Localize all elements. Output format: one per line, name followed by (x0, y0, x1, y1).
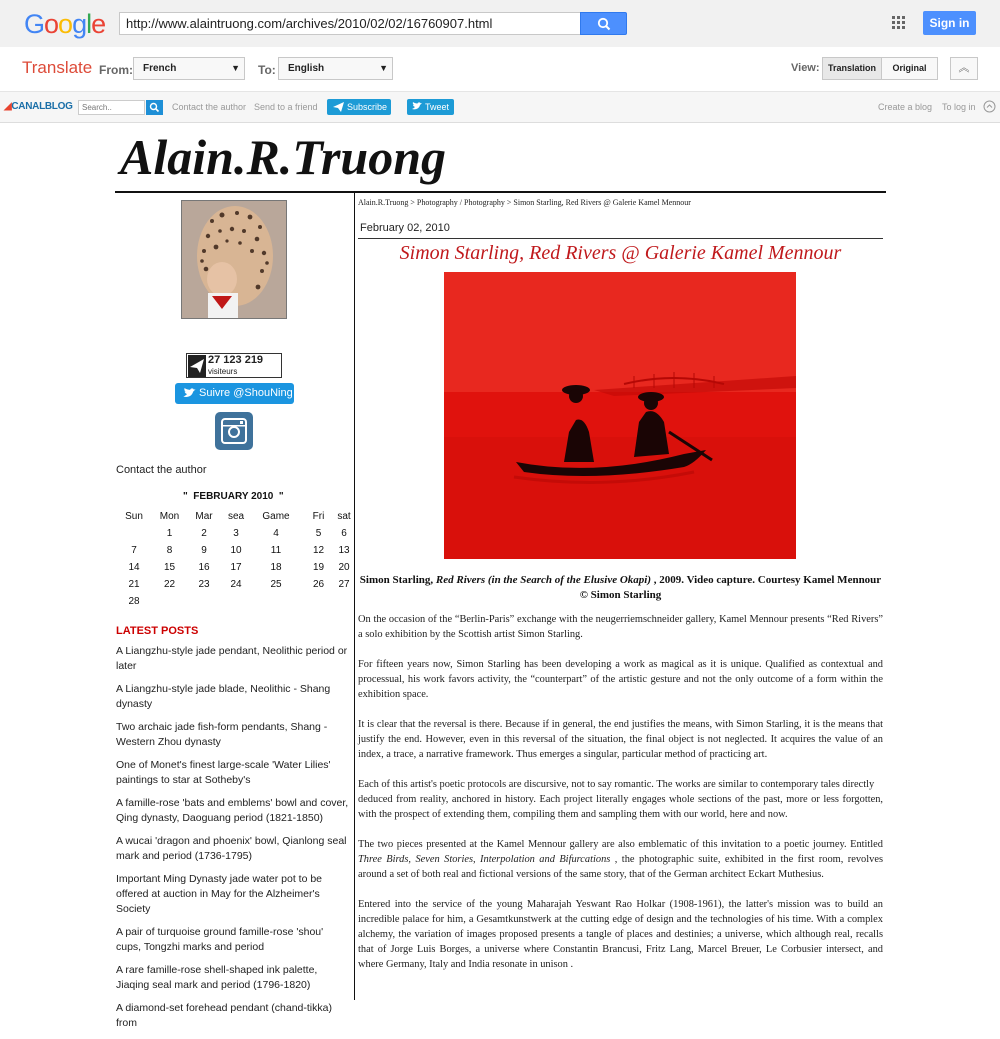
calendar-day[interactable]: 21 (128, 579, 140, 590)
paragraph (358, 837, 883, 882)
latest-post-link[interactable]: Two archaic jade fish-form pendants, Shang - Western Zhou dynasty (116, 721, 328, 748)
twitter-bird-icon (412, 102, 422, 111)
calendar-day[interactable]: 28 (128, 596, 140, 607)
paragraph: Entered into the service of the young Maharajah Yeswant Rao Holkar (1908-1961), the latter's mission was to build an incredible palace for him, a Gesamtkunstwerk at the cutting edge of design and the technologies of his time. With a complex alchemy, the variation of images proposed presents a tangle of places and destinies; a universe, which although real, recalls that of Jorge Luis Borges, a universe where Constantin Brancusi, Fritz Lang, Marcel Breuer, Le Corbusier intersect, and where Germany, Italy and India resonate in unison . (358, 899, 883, 970)
calendar-day[interactable]: 24 (230, 579, 242, 590)
instagram-icon[interactable] (215, 412, 253, 450)
to-language-select[interactable] (278, 57, 393, 80)
post-body (358, 612, 883, 987)
subscribe-button[interactable] (327, 99, 391, 115)
calendar-day[interactable]: 20 (338, 562, 350, 573)
from-language-select[interactable] (133, 57, 245, 80)
from-label: From: (99, 63, 133, 77)
latest-post-link[interactable]: A famille-rose 'bats and emblems' bowl and cover, Qing dynasty, Daoguang period (1821-1850) (116, 797, 349, 824)
visitor-label: visiteurs (208, 367, 238, 376)
caption-artist: Simon Starling, (359, 574, 436, 586)
paragraph-text: , the photographic suite, exhibited in the first room, revolves around a set of both real and fictional versions of the same story, that of the German architect Eckart Muthesius. (358, 854, 883, 880)
canalblog-logo-text: CANALBLOG (11, 101, 73, 112)
calendar (116, 508, 352, 610)
calendar-day[interactable]: 7 (131, 545, 137, 556)
paragraph-text: The two pieces presented at the Kamel Mennour gallery are also emblematic of this invitation to a poetic journey. Entitled (358, 839, 883, 850)
latest-posts-list (116, 644, 350, 1039)
calendar-day[interactable]: 6 (341, 528, 347, 539)
google-logo-letter: l (86, 9, 92, 39)
apps-grid-icon[interactable] (892, 16, 906, 30)
paper-plane-icon (188, 355, 206, 377)
calendar-day (301, 593, 336, 610)
calendar-day[interactable]: 15 (163, 562, 176, 573)
paragraph: For fifteen years now, Simon Starling has been developing a work as magical as it is unique. Qualified as contextual and processual, his work favors activity, the “counterpart” of the artistic gesture and not the only outcome of a form within the exhibition space. (358, 659, 883, 700)
blog-search-input[interactable]: Search.. (78, 100, 145, 115)
contact-author-link[interactable]: Contact the author (172, 102, 247, 112)
follow-twitter-button[interactable] (175, 383, 294, 404)
paragraph-line: Each of this artist's poetic protocols are discursive, not to say romantic. The works are similar to contemporary tales directly (358, 779, 875, 790)
calendar-day[interactable]: 16 (198, 562, 210, 573)
breadcrumb[interactable]: Alain.R.Truong > Photography / Photography > Simon Starling, Red Rivers @ Galerie Kamel Mennour (358, 198, 691, 207)
calendar-day[interactable]: 9 (201, 545, 207, 556)
post-image[interactable] (444, 272, 796, 559)
sidebar-contact-link[interactable]: Contact the author (116, 464, 207, 476)
blog-title[interactable]: Alain.R.Truong (120, 129, 447, 185)
url-input[interactable]: http://www.alaintruong.com/archives/2010/02/02/16760907.html (119, 12, 581, 35)
artwork-title: Three Birds, Seven Stories, Interpolation and Bifurcations (358, 854, 611, 865)
translate-bar (0, 47, 1000, 92)
google-logo-letter: g (72, 9, 87, 39)
google-logo-letter: o (44, 9, 59, 39)
calendar-day[interactable]: 13 (338, 545, 350, 556)
image-caption (358, 573, 883, 603)
caption-credits: , 2009. Video capture. Courtesy Kamel Mennour © Simon Starling (579, 574, 882, 601)
to-language-value: English (288, 63, 325, 74)
original-view-button[interactable]: Original (881, 57, 938, 80)
calendar-day (251, 593, 301, 610)
calendar-header: " FEBRUARY 2010 " (183, 491, 284, 502)
search-icon (581, 13, 628, 36)
calendar-weekday: Game (262, 511, 290, 522)
latest-posts-heading: LATEST POSTS (116, 625, 199, 637)
post-date: February 02, 2010 (360, 222, 450, 234)
send-friend-link[interactable]: Send to a friend (254, 102, 318, 112)
calendar-day[interactable]: 12 (312, 545, 325, 556)
calendar-day[interactable]: 22 (163, 579, 176, 590)
subscribe-label: Subscribe (347, 102, 388, 112)
calendar-day[interactable]: 8 (166, 545, 173, 556)
chevron-down-icon: ▼ (231, 63, 240, 73)
calendar-weekday: Fri (312, 511, 325, 522)
caption-work-title: Red Rivers (in the Search of the Elusive Okapi) (435, 574, 652, 586)
paragraph (358, 777, 883, 822)
calendar-day[interactable]: 5 (315, 528, 322, 539)
tweet-label: Tweet (425, 102, 450, 112)
follow-label: Suivre @ShouNing (199, 387, 293, 399)
latest-post-link[interactable]: A rare famille-rose shell-shaped ink palette, Jiaqing seal mark and period (1796-1820) (116, 964, 318, 991)
latest-post-link[interactable]: A diamond-set forehead pendant (chand-tikka) from (116, 1002, 332, 1029)
latest-post-link[interactable]: A pair of turquoise ground famille-rose 'shou' cups, Tongzhi marks and period (116, 926, 324, 953)
chevron-up-circle-icon[interactable] (983, 100, 996, 113)
latest-post-link[interactable]: A wucai 'dragon and phoenix' bowl, Qianlong seal mark and period (1736-1795) (116, 835, 347, 862)
double-chevron-up-icon: ︽ (958, 62, 970, 74)
calendar-weekday: sea (227, 511, 245, 522)
search-button[interactable] (580, 12, 627, 35)
date-divider (358, 238, 883, 239)
calendar-day[interactable]: 10 (230, 545, 242, 556)
calendar-day[interactable]: 11 (270, 545, 282, 556)
tweet-button[interactable] (407, 99, 454, 115)
column-divider (354, 192, 355, 1000)
calendar-day[interactable]: 25 (270, 579, 282, 590)
twitter-bird-icon (183, 388, 196, 399)
calendar-day[interactable]: 27 (338, 579, 350, 590)
canalblog-logo[interactable]: ◢CANALBLOG (4, 101, 73, 112)
search-icon (146, 100, 163, 115)
translate-title[interactable]: Translate (22, 58, 93, 77)
from-language-value: French (143, 63, 177, 74)
view-label: View: (791, 62, 820, 74)
paper-plane-icon (333, 102, 344, 112)
canalblog-bar (0, 92, 1000, 123)
calendar-day[interactable]: 4 (273, 528, 279, 539)
google-logo-letter: G (24, 9, 45, 39)
calendar-day[interactable]: 14 (128, 562, 140, 573)
calendar-day[interactable]: 17 (230, 562, 242, 573)
blog-search-button[interactable] (146, 100, 163, 115)
google-logo-letter: o (58, 9, 73, 39)
calendar-weekday: sat (337, 511, 351, 522)
translation-view-button[interactable]: Translation (822, 57, 882, 80)
google-bar (0, 0, 1000, 47)
calendar-day[interactable]: 18 (270, 562, 282, 573)
visitor-counter (186, 353, 282, 378)
calendar-day (221, 593, 251, 610)
calendar-weekday: Sun (125, 511, 143, 522)
visitor-count: 27 123 219 (208, 354, 264, 366)
collapse-button[interactable] (950, 57, 978, 80)
calendar-day[interactable]: 23 (198, 579, 210, 590)
header-divider (115, 191, 886, 193)
latest-post-link[interactable]: One of Monet's finest large-scale 'Water Lilies' paintings to star at Sotheby's (116, 759, 331, 786)
paragraph-line: deduced from reality, anchored in history. Each project literally engages whole sections of the past, more or less forgotten, with the prospect of extending them, compiling them and sampling them with our world, here and now. (358, 794, 883, 820)
google-logo-letter: e (91, 9, 106, 39)
latest-post-link[interactable]: A Liangzhu-style jade pendant, Neolithic period or later (116, 645, 348, 672)
post-title[interactable]: Simon Starling, Red Rivers @ Galerie Kamel Mennour (399, 242, 842, 264)
google-logo[interactable] (24, 9, 105, 40)
paragraph: On the occasion of the “Berlin-Paris” exchange with the neugerriemschneider gallery, Kamel Mennour presents “Red Rivers” a solo exhibition by the Scottish artist Simon Starling. (358, 614, 883, 640)
calendar-day[interactable]: 2 (201, 528, 207, 539)
create-blog-link[interactable]: Create a blog (878, 102, 933, 112)
latest-post-link[interactable]: A Liangzhu-style jade blade, Neolithic - Shang dynasty (116, 683, 331, 710)
login-link[interactable]: To log in (942, 102, 976, 112)
to-label: To: (258, 63, 276, 77)
calendar-day[interactable]: 1 (166, 528, 173, 539)
calendar-weekday: Mar (195, 511, 213, 522)
latest-post-link[interactable]: Important Ming Dynasty jade water pot to be offered at auction in May for the Alzheimer's Society (116, 873, 323, 915)
author-avatar[interactable] (181, 200, 287, 319)
calendar-day[interactable]: 19 (312, 562, 325, 573)
calendar-day[interactable]: 3 (233, 528, 239, 539)
chevron-down-icon: ▼ (379, 63, 388, 73)
paragraph: It is clear that the reversal is there. Because if in general, the end justifies the means, with Simon Starling, it is the means that justify the end. However, even in this reversal of the situation, the final object is not neglected. It acquires the value of an index, a trace, a narrative framework. Thus emerges a singular, particular method of practicing art. (358, 719, 883, 760)
calendar-day (336, 593, 352, 610)
calendar-weekday: Mon (159, 511, 180, 522)
calendar-day (152, 593, 187, 610)
calendar-day (187, 593, 221, 610)
calendar-day[interactable]: 26 (312, 579, 325, 590)
sign-in-button[interactable]: Sign in (923, 11, 976, 35)
calendar-day (116, 525, 152, 542)
